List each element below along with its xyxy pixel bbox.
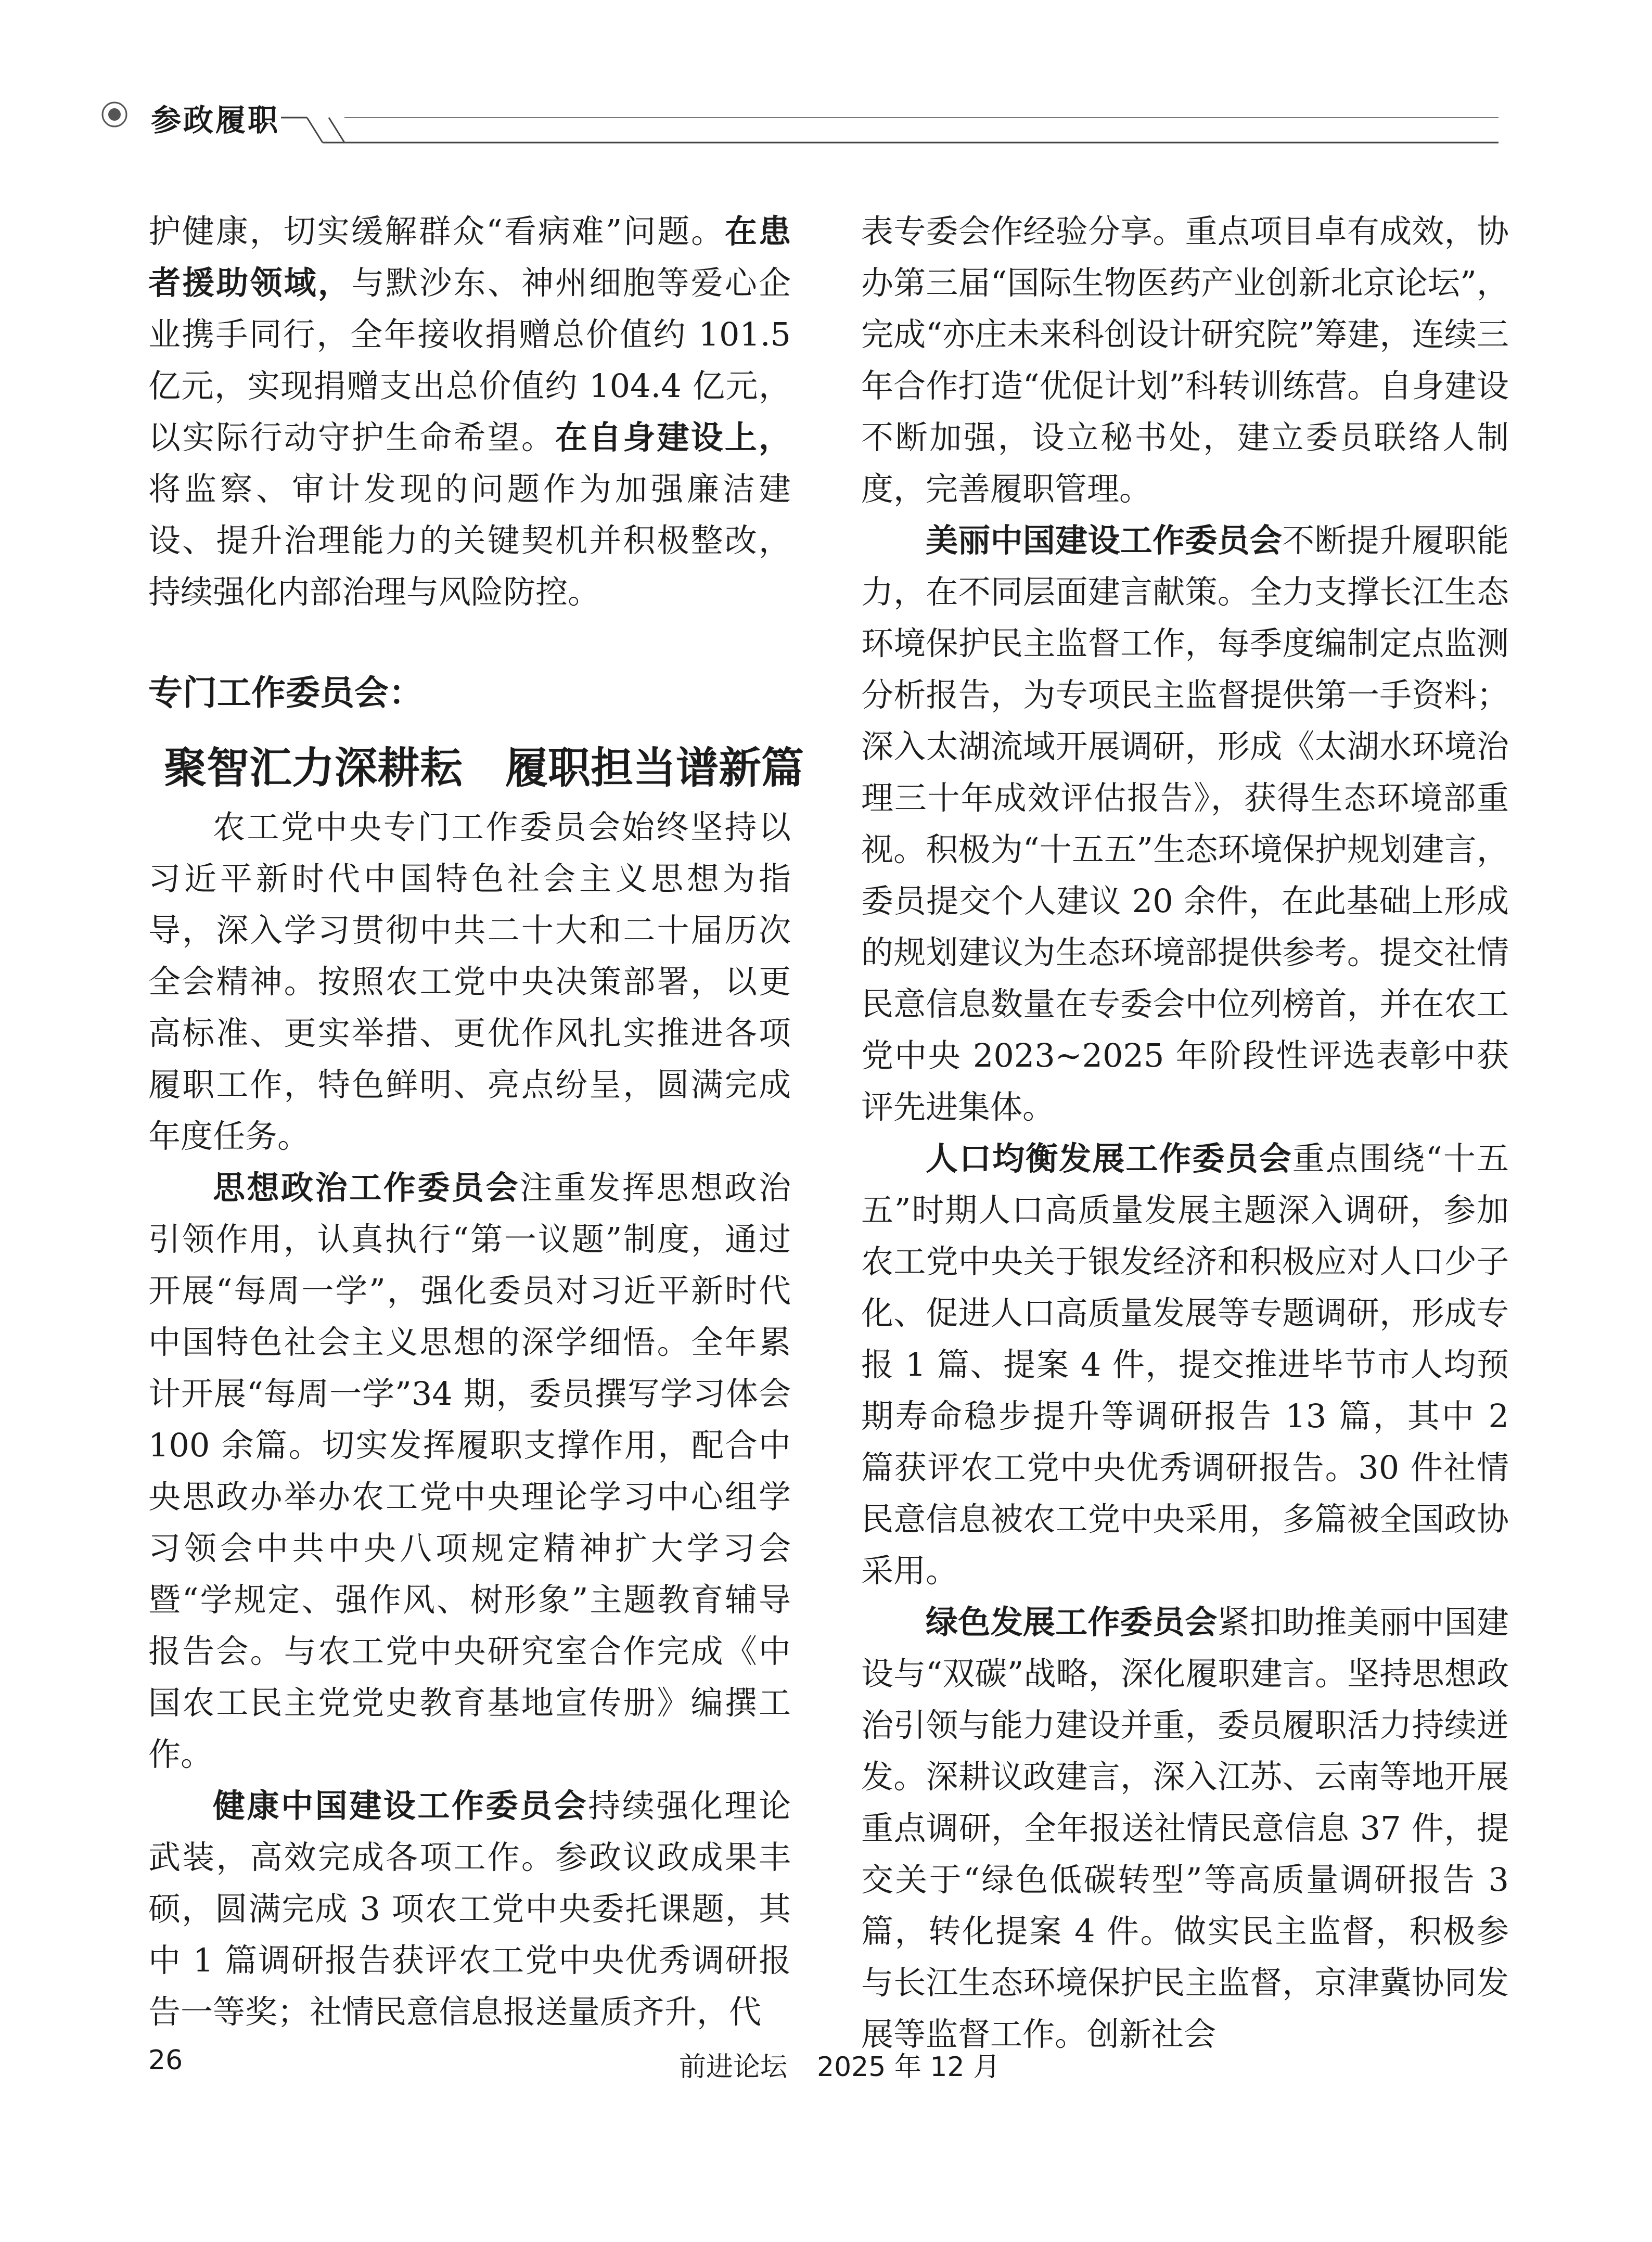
target-circle-icon: [101, 101, 128, 128]
paragraph-healthy-china-continued: 表专委会作经验分享。重点项目卓有成效，协办第三届“国际生物医药产业创新北京论坛”，完成“亦庄未来科创设计研究院”筹建，连续三年合作打造“优促计划”科转训练营。自身建设不断加强，设立秘书处，建立委员联络人制度，完善履职管理。: [861, 212, 1509, 508]
section-label: 参政履职: [151, 103, 280, 138]
paragraph-green-development-committee: [861, 1596, 1509, 2060]
paragraph-text: 不断提升履职能力，在不同层面建言献策。全力支撑长江生态环境保护民主监督工作，每季度编制定点监测分析报告，为专项民主监督提供第一手资料；深入太湖流域开展调研，形成《太湖水环境治理三十年成效评估报告》，获得生态环境部重视。积极为“十五五”生态环境保护规划建言，委员提交个人建议 20 余件，在此基础上形成的规划建议为生态环境部提供参考。提交社情民意信息数量在专委会中位列榜首，并在农工党中央 2023~2025 年阶段性评选表彰中获评先进集体。: [861, 521, 1509, 1126]
bold-run-self-building: 在自身建设上，: [555, 418, 791, 456]
paragraph-health-continued: [148, 206, 791, 618]
text-run: 与默沙东、神州细胞等爱心企业携手同行，全年接收捐赠总价值约 101.5 亿元，实现捐赠支出总价值约 104.4 亿元，以实际行动守护生命希望。: [148, 264, 791, 456]
paragraph-text: 持续强化理论武装，高效完成各项工作。参政议政成果丰硕，圆满完成 3 项农工党中央委托课题，其中 1 篇调研报告获评农工党中央优秀调研报告一等奖；社情民意信息报送量质齐升，代: [148, 1787, 791, 2031]
page-header: [94, 88, 1499, 146]
committee-name: 健康中国建设工作委员会: [213, 1787, 588, 1825]
left-column: [148, 206, 804, 2038]
committee-name: 美丽中国建设工作委员会: [926, 521, 1283, 559]
journal-name: 前进论坛: [679, 2052, 788, 2083]
page-number: 26: [148, 2045, 183, 2076]
issue-date: 2025 年 12 月: [817, 2052, 1001, 2083]
paragraph-intro: 农工党中央专门工作委员会始终坚持以习近平新时代中国特色社会主义思想为指导，深入学习贯彻中共二十大和二十届历次全会精神。按照农工党中央决策部署，以更高标准、更实举措、更优作风扎实推进各项履职工作，特色鲜明、亮点纷呈，圆满完成年度任务。: [148, 808, 791, 1155]
bold-run-patient-assistance: 在患者援助领域，: [148, 212, 791, 302]
paragraph-healthy-china-committee: [148, 1780, 791, 2038]
text-run: 护健康，切实缓解群众“看病难”问题。: [148, 212, 725, 250]
paragraph-ideology-committee: [148, 1162, 791, 1780]
right-column: [861, 206, 1509, 2060]
committee-name: 人口均衡发展工作委员会: [926, 1139, 1292, 1177]
paragraph-beautiful-china-committee: [861, 515, 1509, 1133]
committee-name: 思想政治工作委员会: [213, 1169, 520, 1207]
header-rule: [94, 88, 1499, 146]
paragraph-text: 重点围绕“十五五”时期人口高质量发展主题深入调研，参加农工党中央关于银发经济和积极应对人口少子化、促进人口高质量发展等专题调研，形成专报 1 篇、提案 4 件，提交推进毕节市人均预期寿命稳步提升等调研报告 13 篇，其中 2 篇获评农工党中央优秀调研报告。30 件社情民意信息被农工党中央采用，多篇被全国政协采用。: [861, 1139, 1509, 1590]
paragraph-population-committee: [861, 1133, 1509, 1596]
paragraph-text: 注重发挥思想政治引领作用，认真执行“第一议题”制度，通过开展“每周一学”，强化委员对习近平新时代中国特色社会主义思想的深学细悟。全年累计开展“每周一学”34 期，委员撰写学习体会 100 余篇。切实发挥履职支撑作用，配合中央思政办举办农工党中央理论学习中心组学习领会中共中央八项规定精神扩大学习会暨“学规定、强作风、树形象”主题教育辅导报告会。与农工党中央研究室合作完成《中国农工民主党党史教育基地宣传册》编撰工作。: [148, 1169, 791, 1773]
committee-name: 绿色发展工作委员会: [926, 1603, 1218, 1641]
text-run: 将监察、审计发现的问题作为加强廉洁建设、提升治理能力的关键契机并积极整改，持续强化内部治理与风险防控。: [148, 470, 791, 611]
section-subheading: 专门工作委员会：: [148, 673, 423, 713]
paragraph-text: 紧扣助推美丽中国建设与“双碳”战略，深化履职建言。坚持思想政治引领与能力建设并重，委员履职活力持续迸发。深耕议政建言，深入江苏、云南等地开展重点调研，全年报送社情民意信息 37 件，提交关于“绿色低碳转型”等高质量调研报告 3 篇，转化提案 4 件。做实民主监督，积极参与长江生态环境保护民主监督，京津冀协同发展等监督工作。创新社会: [861, 1603, 1509, 2053]
article-heading: 聚智汇力深耕耘 履职担当谱新篇: [164, 744, 804, 793]
